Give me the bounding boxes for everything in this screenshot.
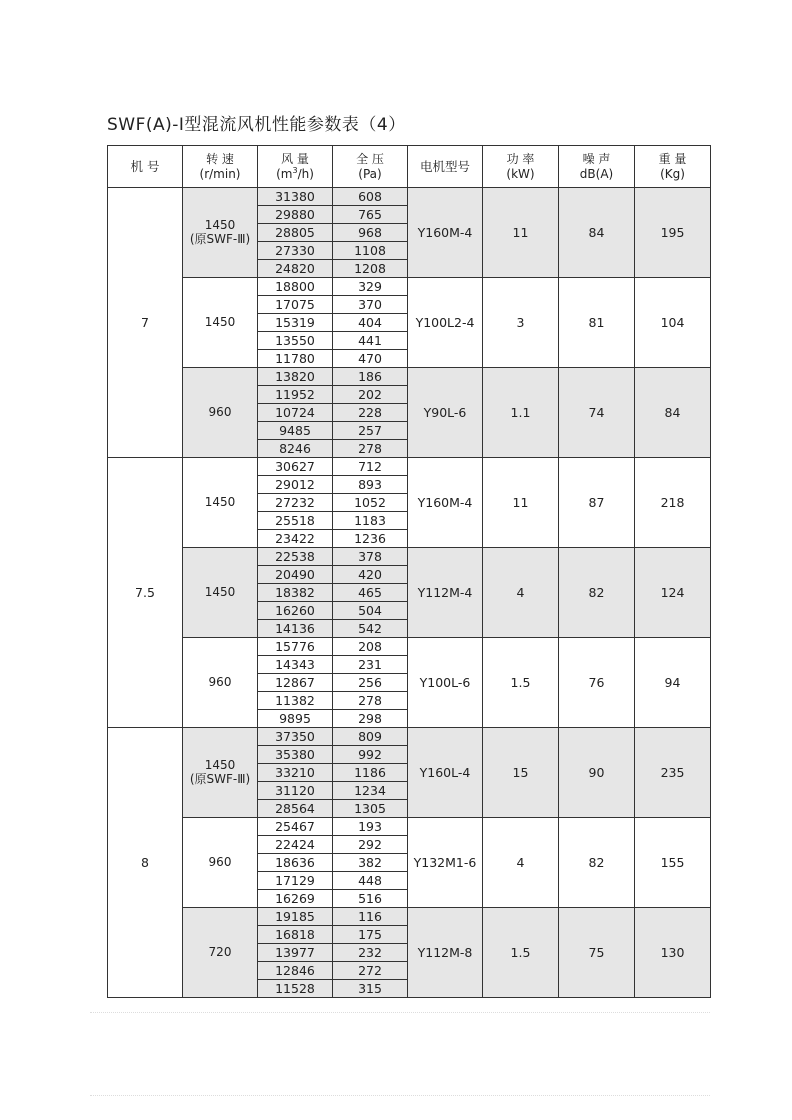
airflow-cell: 22424 <box>258 836 333 854</box>
power-cell: 3 <box>483 278 559 368</box>
fan-number-cell: 7.5 <box>108 458 183 728</box>
airflow-cell: 37350 <box>258 728 333 746</box>
pressure-cell: 992 <box>333 746 408 764</box>
noise-cell: 82 <box>559 548 635 638</box>
airflow-cell: 20490 <box>258 566 333 584</box>
motor-cell: Y100L2-4 <box>408 278 483 368</box>
airflow-cell: 27232 <box>258 494 333 512</box>
pressure-cell: 228 <box>333 404 408 422</box>
table-row <box>108 638 711 656</box>
pressure-cell: 256 <box>333 674 408 692</box>
pressure-cell: 370 <box>333 296 408 314</box>
motor-cell: Y160M-4 <box>408 458 483 548</box>
pressure-cell: 278 <box>333 692 408 710</box>
power-cell: 11 <box>483 188 559 278</box>
airflow-cell: 23422 <box>258 530 333 548</box>
pressure-cell: 809 <box>333 728 408 746</box>
pressure-cell: 765 <box>333 206 408 224</box>
pressure-cell: 329 <box>333 278 408 296</box>
airflow-cell: 11952 <box>258 386 333 404</box>
motor-cell: Y112M-8 <box>408 908 483 998</box>
header-pressure: 全 压 (Pa) <box>333 146 408 188</box>
power-cell: 1.5 <box>483 908 559 998</box>
pressure-cell: 1236 <box>333 530 408 548</box>
performance-table <box>107 145 711 998</box>
speed-cell: 1450 <box>183 548 258 638</box>
header-speed: 转 速 (r/min) <box>183 146 258 188</box>
speed-cell: 720 <box>183 908 258 998</box>
motor-cell: Y132M1-6 <box>408 818 483 908</box>
pressure-cell: 1208 <box>333 260 408 278</box>
airflow-cell: 17129 <box>258 872 333 890</box>
pressure-cell: 175 <box>333 926 408 944</box>
airflow-cell: 29880 <box>258 206 333 224</box>
airflow-cell: 29012 <box>258 476 333 494</box>
airflow-cell: 18800 <box>258 278 333 296</box>
airflow-cell: 8246 <box>258 440 333 458</box>
airflow-cell: 25518 <box>258 512 333 530</box>
header-weight: 重 量 (Kg) <box>635 146 711 188</box>
pressure-cell: 315 <box>333 980 408 998</box>
pressure-cell: 1108 <box>333 242 408 260</box>
airflow-cell: 16269 <box>258 890 333 908</box>
weight-cell: 124 <box>635 548 711 638</box>
pressure-cell: 504 <box>333 602 408 620</box>
motor-cell: Y100L-6 <box>408 638 483 728</box>
airflow-cell: 15319 <box>258 314 333 332</box>
airflow-cell: 16260 <box>258 602 333 620</box>
pressure-cell: 257 <box>333 422 408 440</box>
airflow-cell: 14136 <box>258 620 333 638</box>
weight-cell: 155 <box>635 818 711 908</box>
airflow-cell: 19185 <box>258 908 333 926</box>
pressure-cell: 1186 <box>333 764 408 782</box>
airflow-cell: 13820 <box>258 368 333 386</box>
pressure-cell: 1305 <box>333 800 408 818</box>
airflow-cell: 22538 <box>258 548 333 566</box>
airflow-cell: 10724 <box>258 404 333 422</box>
pressure-cell: 378 <box>333 548 408 566</box>
power-cell: 11 <box>483 458 559 548</box>
speed-cell: 1450 <box>183 458 258 548</box>
airflow-cell: 27330 <box>258 242 333 260</box>
pressure-cell: 116 <box>333 908 408 926</box>
pressure-cell: 278 <box>333 440 408 458</box>
noise-cell: 81 <box>559 278 635 368</box>
noise-cell: 90 <box>559 728 635 818</box>
power-cell: 1.1 <box>483 368 559 458</box>
airflow-cell: 24820 <box>258 260 333 278</box>
airflow-cell: 14343 <box>258 656 333 674</box>
noise-cell: 75 <box>559 908 635 998</box>
pressure-cell: 208 <box>333 638 408 656</box>
weight-cell: 84 <box>635 368 711 458</box>
power-cell: 4 <box>483 548 559 638</box>
airflow-cell: 13550 <box>258 332 333 350</box>
weight-cell: 195 <box>635 188 711 278</box>
pressure-cell: 712 <box>333 458 408 476</box>
pressure-cell: 420 <box>333 566 408 584</box>
pressure-cell: 404 <box>333 314 408 332</box>
noise-cell: 84 <box>559 188 635 278</box>
airflow-cell: 13977 <box>258 944 333 962</box>
noise-cell: 76 <box>559 638 635 728</box>
airflow-cell: 12867 <box>258 674 333 692</box>
airflow-cell: 17075 <box>258 296 333 314</box>
pressure-cell: 968 <box>333 224 408 242</box>
pressure-cell: 382 <box>333 854 408 872</box>
header-power: 功 率 (kW) <box>483 146 559 188</box>
weight-cell: 94 <box>635 638 711 728</box>
pressure-cell: 232 <box>333 944 408 962</box>
airflow-cell: 18636 <box>258 854 333 872</box>
noise-cell: 82 <box>559 818 635 908</box>
airflow-cell: 12846 <box>258 962 333 980</box>
weight-cell: 218 <box>635 458 711 548</box>
motor-cell: Y160L-4 <box>408 728 483 818</box>
pressure-cell: 1234 <box>333 782 408 800</box>
table-row <box>108 188 711 206</box>
pressure-cell: 516 <box>333 890 408 908</box>
pressure-cell: 202 <box>333 386 408 404</box>
table-row <box>108 458 711 476</box>
weight-cell: 104 <box>635 278 711 368</box>
divider <box>90 1012 710 1013</box>
page-title: SWF(A)-Ⅰ型混流风机性能参数表（4） <box>107 115 406 135</box>
table-row <box>108 818 711 836</box>
airflow-cell: 30627 <box>258 458 333 476</box>
pressure-cell: 272 <box>333 962 408 980</box>
noise-cell: 87 <box>559 458 635 548</box>
table-row <box>108 728 711 746</box>
motor-cell: Y160M-4 <box>408 188 483 278</box>
power-cell: 4 <box>483 818 559 908</box>
pressure-cell: 231 <box>333 656 408 674</box>
speed-cell: 960 <box>183 638 258 728</box>
header-airflow: 风 量 $(m^3/h)$ <box>258 146 333 188</box>
speed-cell: 1450 (原SWF-Ⅲ) <box>183 188 258 278</box>
power-cell: 15 <box>483 728 559 818</box>
table-row <box>108 368 711 386</box>
header-motor: 电机型号 <box>408 146 483 188</box>
motor-cell: Y112M-4 <box>408 548 483 638</box>
table-row <box>108 908 711 926</box>
airflow-cell: 18382 <box>258 584 333 602</box>
speed-cell: 1450 <box>183 278 258 368</box>
airflow-cell: 9485 <box>258 422 333 440</box>
pressure-cell: 193 <box>333 818 408 836</box>
weight-cell: 130 <box>635 908 711 998</box>
fan-number-cell: 7 <box>108 188 183 458</box>
airflow-cell: 25467 <box>258 818 333 836</box>
divider <box>90 1095 710 1096</box>
pressure-cell: 470 <box>333 350 408 368</box>
airflow-cell: 33210 <box>258 764 333 782</box>
airflow-cell: 16818 <box>258 926 333 944</box>
pressure-cell: 608 <box>333 188 408 206</box>
pressure-cell: 298 <box>333 710 408 728</box>
fan-number-cell: 8 <box>108 728 183 998</box>
table-row <box>108 278 711 296</box>
pressure-cell: 441 <box>333 332 408 350</box>
airflow-cell: 9895 <box>258 710 333 728</box>
airflow-cell: 11780 <box>258 350 333 368</box>
speed-cell: 960 <box>183 818 258 908</box>
airflow-cell: 11528 <box>258 980 333 998</box>
pressure-cell: 893 <box>333 476 408 494</box>
header-noise: 噪 声 dB(A) <box>559 146 635 188</box>
power-cell: 1.5 <box>483 638 559 728</box>
pressure-cell: 465 <box>333 584 408 602</box>
header-model: 机 号 <box>108 146 183 188</box>
weight-cell: 235 <box>635 728 711 818</box>
airflow-cell: 11382 <box>258 692 333 710</box>
pressure-cell: 448 <box>333 872 408 890</box>
pressure-cell: 292 <box>333 836 408 854</box>
table-row <box>108 548 711 566</box>
table-header-row <box>108 146 711 188</box>
speed-cell: 960 <box>183 368 258 458</box>
pressure-cell: 186 <box>333 368 408 386</box>
airflow-cell: 15776 <box>258 638 333 656</box>
speed-cell: 1450 (原SWF-Ⅲ) <box>183 728 258 818</box>
airflow-cell: 28564 <box>258 800 333 818</box>
pressure-cell: 1183 <box>333 512 408 530</box>
airflow-cell: 31380 <box>258 188 333 206</box>
noise-cell: 74 <box>559 368 635 458</box>
airflow-cell: 35380 <box>258 746 333 764</box>
pressure-cell: 542 <box>333 620 408 638</box>
airflow-cell: 28805 <box>258 224 333 242</box>
motor-cell: Y90L-6 <box>408 368 483 458</box>
airflow-cell: 31120 <box>258 782 333 800</box>
pressure-cell: 1052 <box>333 494 408 512</box>
